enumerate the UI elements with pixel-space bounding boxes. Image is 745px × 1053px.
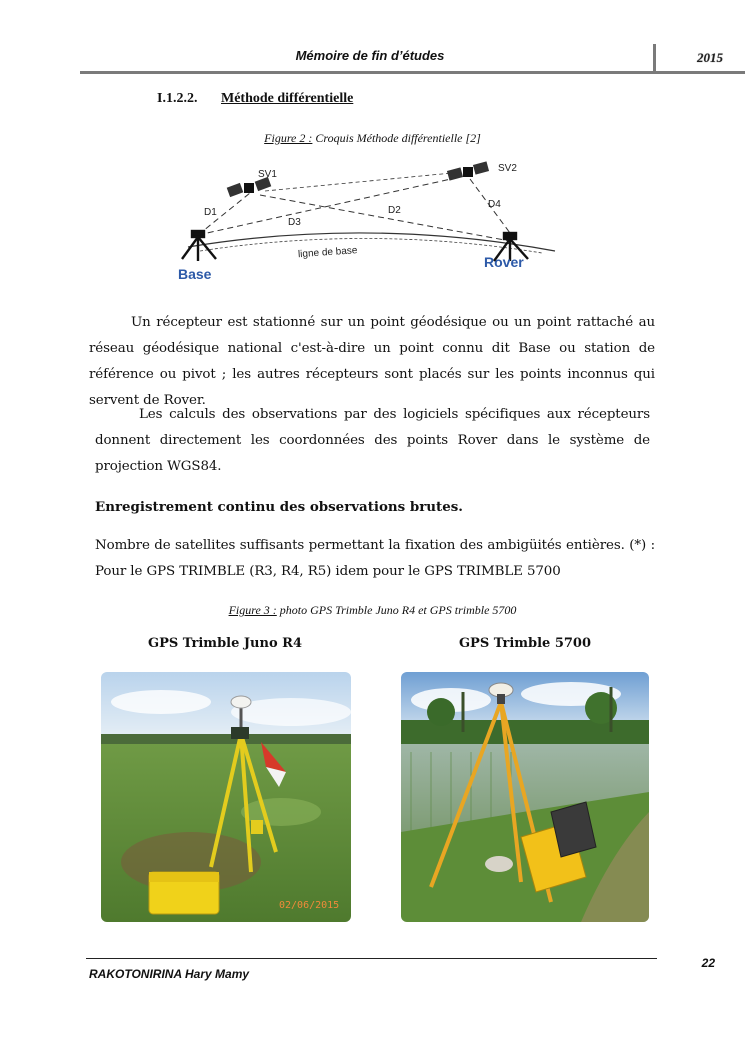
paragraph-base-station: Un récepteur est stationné sur un point géodésique ou un point rattaché au réseau géodésique national c'est-à-dire un point connu dit Base ou station de référence ou pivot ; les autres récepteurs sont placés sur les points inconnus qui servent de Rover. [89, 315, 655, 408]
baseline-label: ligne de base [297, 245, 358, 261]
photo-left-title: GPS Trimble Juno R4 [148, 636, 302, 651]
figure-3-caption [160, 603, 585, 618]
sv2-label: SV2 [498, 163, 517, 174]
baseline-curve [188, 233, 555, 251]
satellite-2-icon [447, 161, 489, 180]
photo-right-title: GPS Trimble 5700 [458, 636, 592, 651]
differential-method-diagram [170, 155, 565, 285]
header-rule [80, 71, 655, 74]
base-tripod-icon [182, 231, 216, 261]
paragraph-satellites: Nombre de satellites suffisants permettant la fixation des ambigüités entières. (*) : Pour le GPS TRIMBLE (R3, R4, R5) idem pour le GPS TRIMBLE 5700 [95, 538, 655, 579]
figure-3-caption-text: photo GPS Trimble Juno R4 et GPS trimble 5700 [276, 603, 517, 617]
figure-3-label: Figure 3 : [228, 603, 277, 617]
photo-gps-juno-r4 [101, 672, 351, 922]
d2-label: D2 [388, 205, 401, 216]
header-divider [653, 44, 656, 72]
section-title: Méthode différentielle [221, 91, 354, 106]
photo-date-stamp: 02/06/2015 [279, 900, 340, 911]
page-number: 22 [701, 956, 715, 970]
sv1-label: SV1 [258, 169, 277, 180]
footer-author: RAKOTONIRINA Hary Mamy [89, 967, 250, 981]
figure-2-caption [180, 131, 565, 146]
figure-2-label: Figure 2 : [264, 131, 313, 145]
photo-gps-trimble-5700 [401, 672, 649, 922]
rover-label: Rover [484, 254, 524, 270]
line-sv [265, 173, 452, 191]
d1-label: D1 [204, 207, 217, 218]
header-year: 2015 [697, 50, 723, 65]
footer-rule [86, 958, 657, 959]
header-rule-right [653, 71, 745, 74]
section-number: I.1.2.2. [157, 91, 198, 106]
base-label: Base [178, 266, 212, 282]
d3-label: D3 [288, 217, 301, 228]
header-title: Mémoire de fin d’études [295, 48, 445, 63]
bold-heading-recording: Enregistrement continu des observations brutes. [95, 499, 463, 515]
d4-label: D4 [488, 199, 501, 210]
figure-2-caption-text: Croquis Méthode différentielle [2] [312, 131, 481, 145]
paragraph-calculations: Les calculs des observations par des logiciels spécifiques aux récepteurs donnent directement les coordonnées des points Rover dans le système de projection WGS84. [95, 407, 650, 474]
